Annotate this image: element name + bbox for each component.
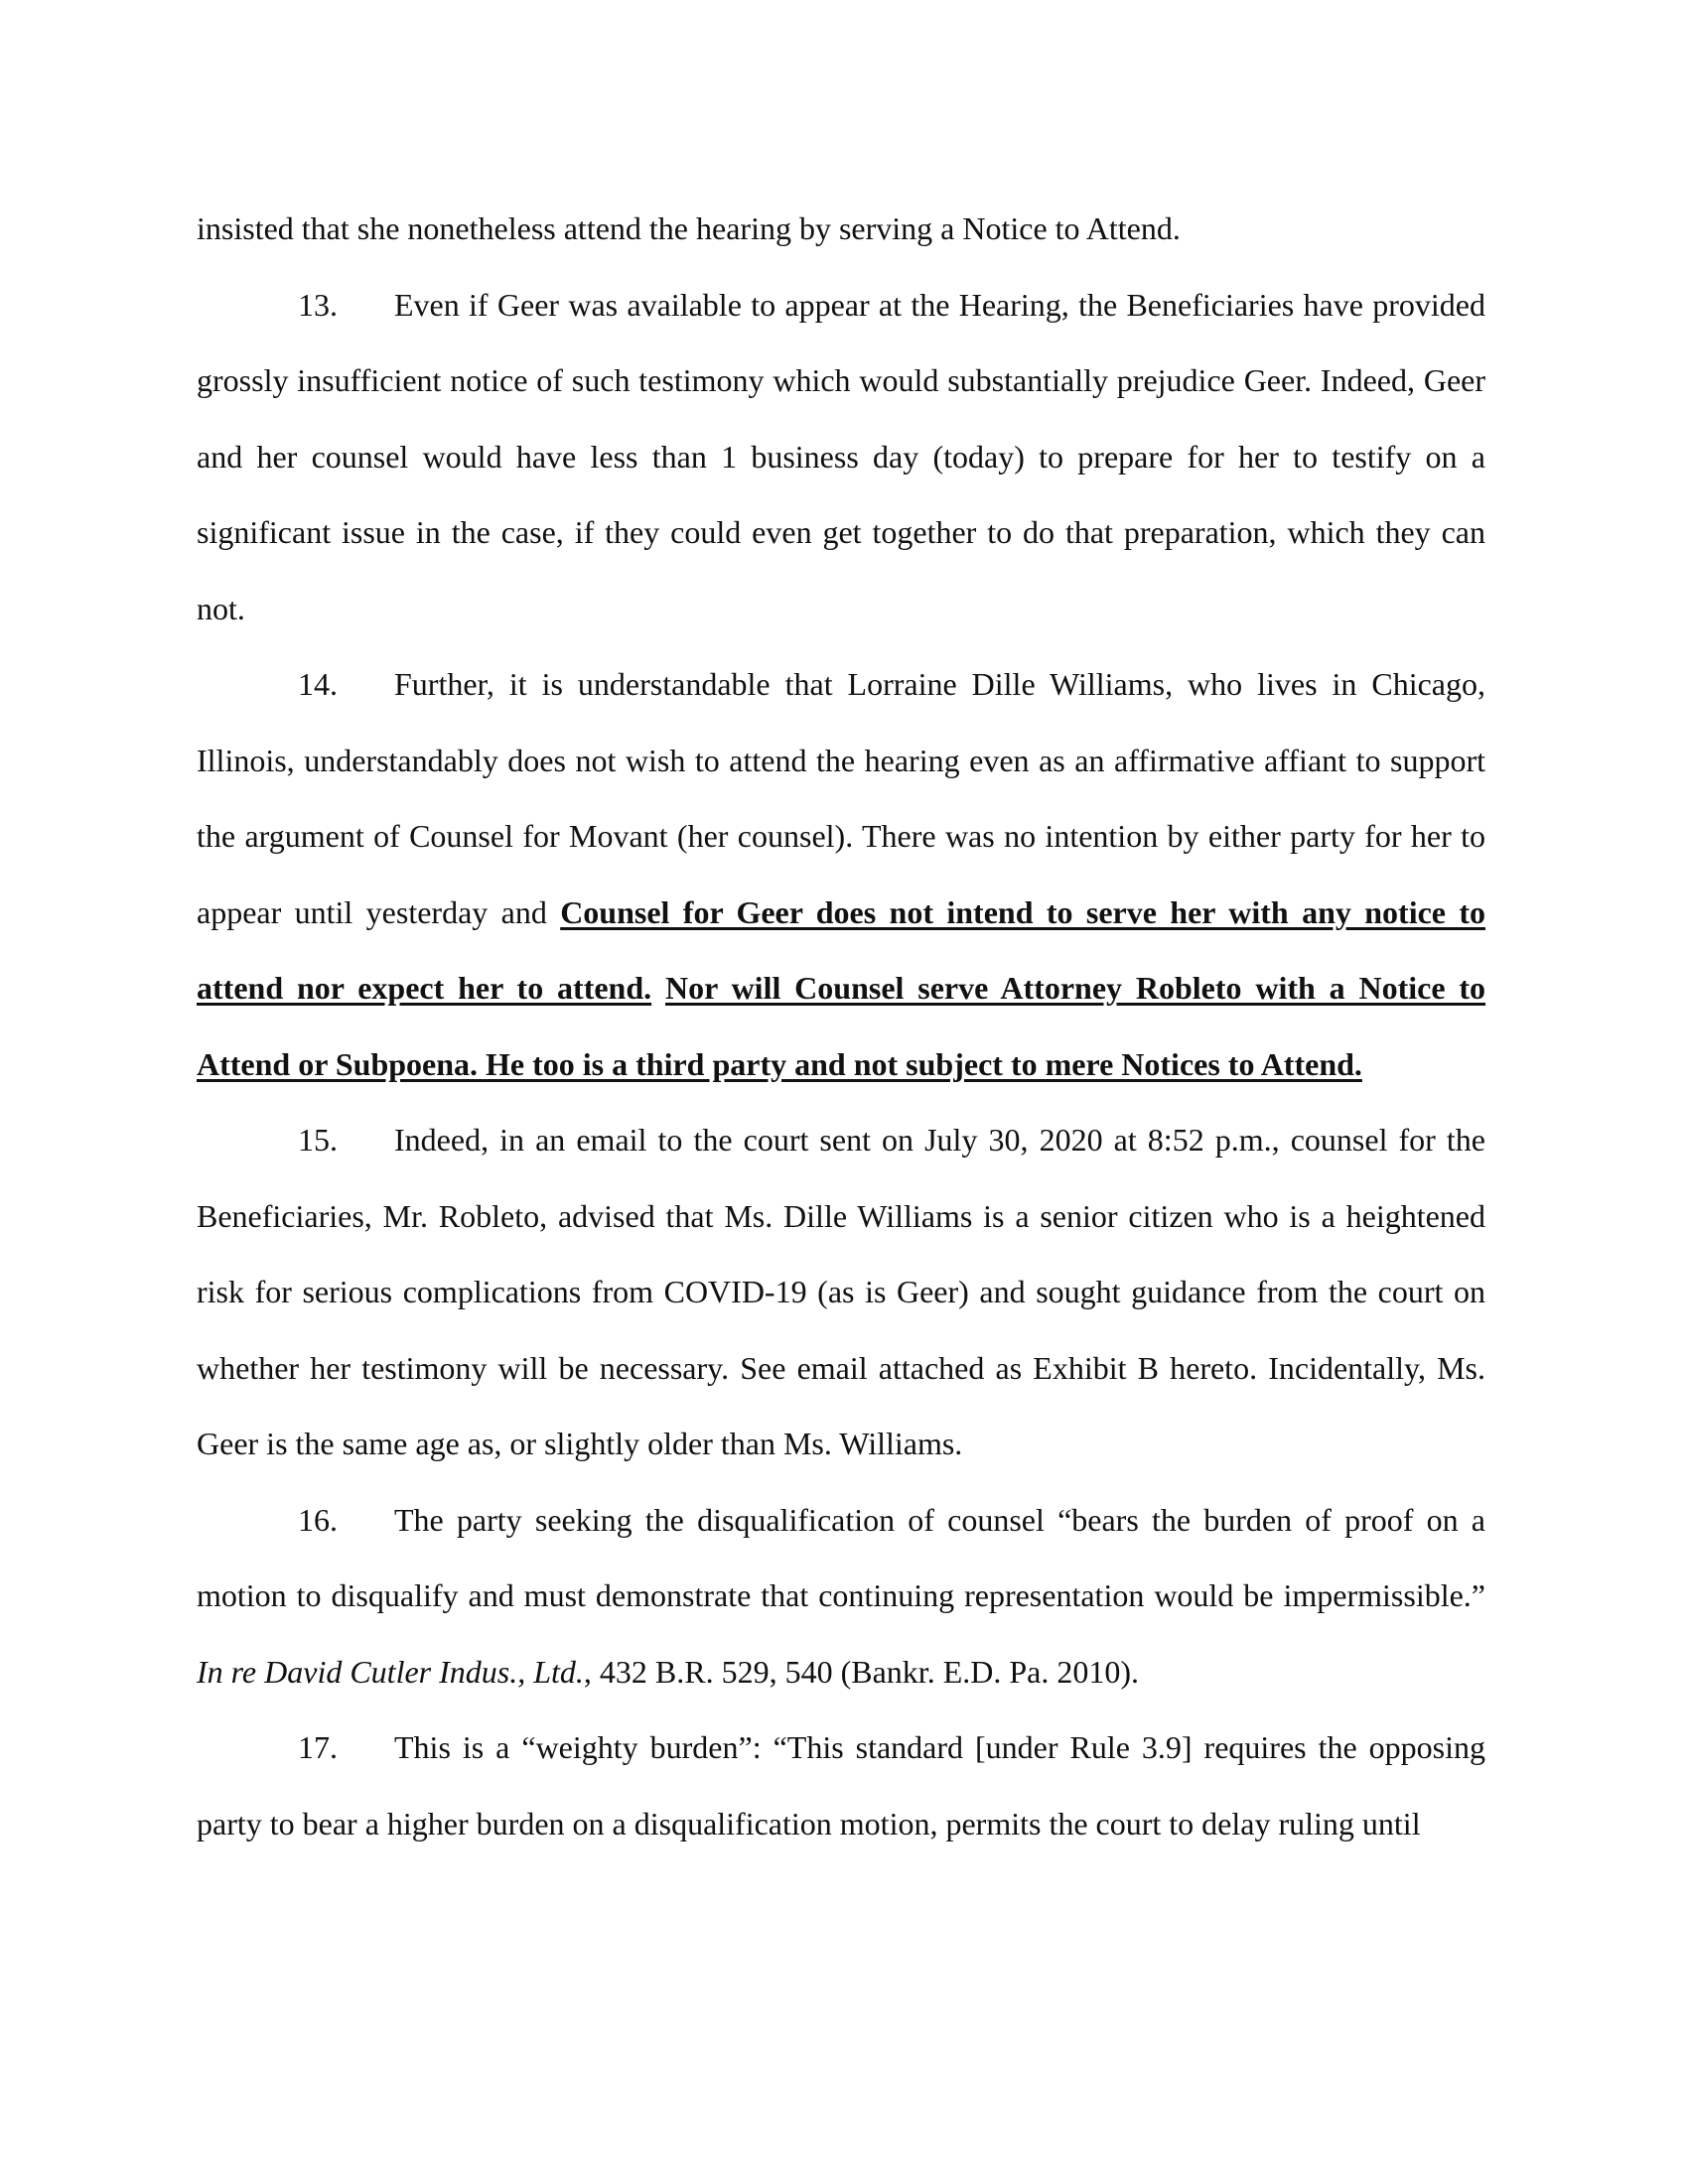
paragraph-number: 14. (298, 666, 338, 702)
paragraph-number: 16. (298, 1501, 338, 1538)
paragraph-text: This is a “weighty burden”: “This standard [under Rule 3.9] requires the opposing party to bear a higher burden on a disqualification motion, permits the court to delay ruling until (197, 1729, 1485, 1842)
paragraph-text: Even if Geer was available to appear at the Hearing, the Beneficiaries have provided grossly insufficient notice of such testimony which would substantially prejudice Geer. Indeed, Geer and her counsel would have less than 1 business day (today) to prepare for her to testify on a significant issue in the case, if they could even get together to do that preparation, which they can not. (197, 286, 1485, 626)
paragraph-15 (197, 1102, 1485, 1482)
paragraph-text: insisted that she nonetheless attend the hearing by serving a Notice to Attend. (197, 210, 1181, 246)
paragraph-text: Indeed, in an email to the court sent on July 30, 2020 at 8:52 p.m., counsel for the Beneficiaries, Mr. Robleto, advised that Ms. Dille Williams is a senior citizen who is a heightened risk for serious complications from COVID-19 (as is Geer) and sought guidance from the court on whether her testimony will be necessary. See email attached as Exhibit B hereto. Incidentally, Ms. Geer is the same age as, or slightly older than Ms. Williams. (197, 1122, 1485, 1461)
paragraph-17 (197, 1709, 1485, 1861)
paragraph-number: 13. (298, 286, 338, 323)
paragraph-14 (197, 646, 1485, 1102)
paragraph-number: 15. (298, 1122, 338, 1158)
case-citation: In re David Cutler Indus., Ltd. (197, 1653, 584, 1690)
paragraph-text: The party seeking the disqualification of counsel “bears the burden of proof on a motion to disqualify and must demonstrate that continuing representation would be impermissible.” (197, 1501, 1485, 1613)
paragraph-16 (197, 1482, 1485, 1710)
emphasized-statement: Counsel for Geer does not intend to serve her with any notice to attend nor expect her to attend. (197, 893, 1485, 1006)
paragraph-13 (197, 267, 1485, 647)
spacer (651, 970, 665, 1006)
paragraph-12-continuation (197, 191, 1485, 267)
emphasized-statement: Nor will Counsel serve Attorney Robleto with a Notice to Attend or Subpoena. He too is a third party and not subject to mere Notices to Attend. (197, 970, 1486, 1082)
document-body (197, 191, 1485, 1861)
paragraph-text: Further, it is understandable that Lorraine Dille Williams, who lives in Chicago, Illinois, understandably does not wish to attend the hearing even as an affirmative affiant to support the argument of Counsel for Movant (her counsel). There was no intention by either party for her to appear until yesterday and (197, 666, 1485, 930)
citation-details: , 432 B.R. 529, 540 (Bankr. E.D. Pa. 2010). (583, 1653, 1139, 1690)
paragraph-number: 17. (298, 1729, 338, 1765)
